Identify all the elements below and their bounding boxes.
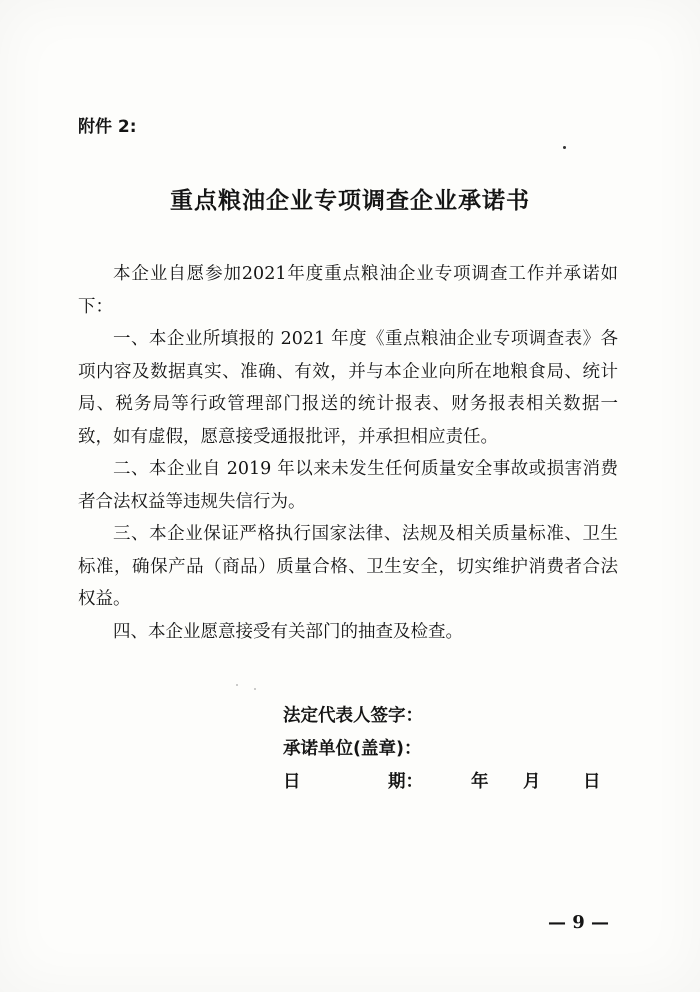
date-line	[283, 766, 603, 799]
month-label: 月	[523, 772, 541, 792]
signature-block	[283, 700, 603, 799]
unit-seal-label: 承诺单位(盖章)：	[283, 739, 422, 759]
date-label-char-2: 期：	[388, 772, 423, 792]
scan-dot	[563, 146, 566, 149]
paragraph-item-3: 三、本企业保证严格执行国家法律、法规及相关质量标准、卫生标准，确保产品（商品）质量合格、卫生安全，切实维护消费者合法权益。	[78, 524, 618, 609]
day-label: 日	[583, 772, 601, 792]
year-label: 年	[471, 772, 489, 792]
document-title: 重点粮油企业专项调查企业承诺书	[170, 188, 530, 214]
commitment-body	[78, 258, 618, 648]
scan-speck	[254, 688, 256, 690]
attachment-label: 附件 2:	[78, 117, 137, 137]
legal-rep-signature-label: 法定代表人签字：	[283, 706, 423, 726]
paragraph-item-2: 二、本企业自 2019 年以来未发生任何质量安全事故或损害消费者合法权益等违规失信行为。	[78, 459, 618, 512]
paragraph-intro: 本企业自愿参加2021年度重点粮油企业专项调查工作并承诺如下：	[78, 264, 618, 317]
page-number: — 9 —	[548, 912, 610, 933]
paragraph-item-1: 一、本企业所填报的 2021 年度《重点粮油企业专项调查表》各项内容及数据真实、准确、有效，并与本企业向所在地粮食局、统计局、税务局等行政管理部门报送的统计报表、财务报表相关数据一致，如有虚假，愿意接受通报批评，并承担相应责任。	[78, 329, 618, 447]
paragraph-item-4: 四、本企业愿意接受有关部门的抽查及检查。	[113, 621, 463, 642]
date-label-char-1: 日	[283, 772, 301, 792]
scan-speck	[236, 684, 238, 686]
